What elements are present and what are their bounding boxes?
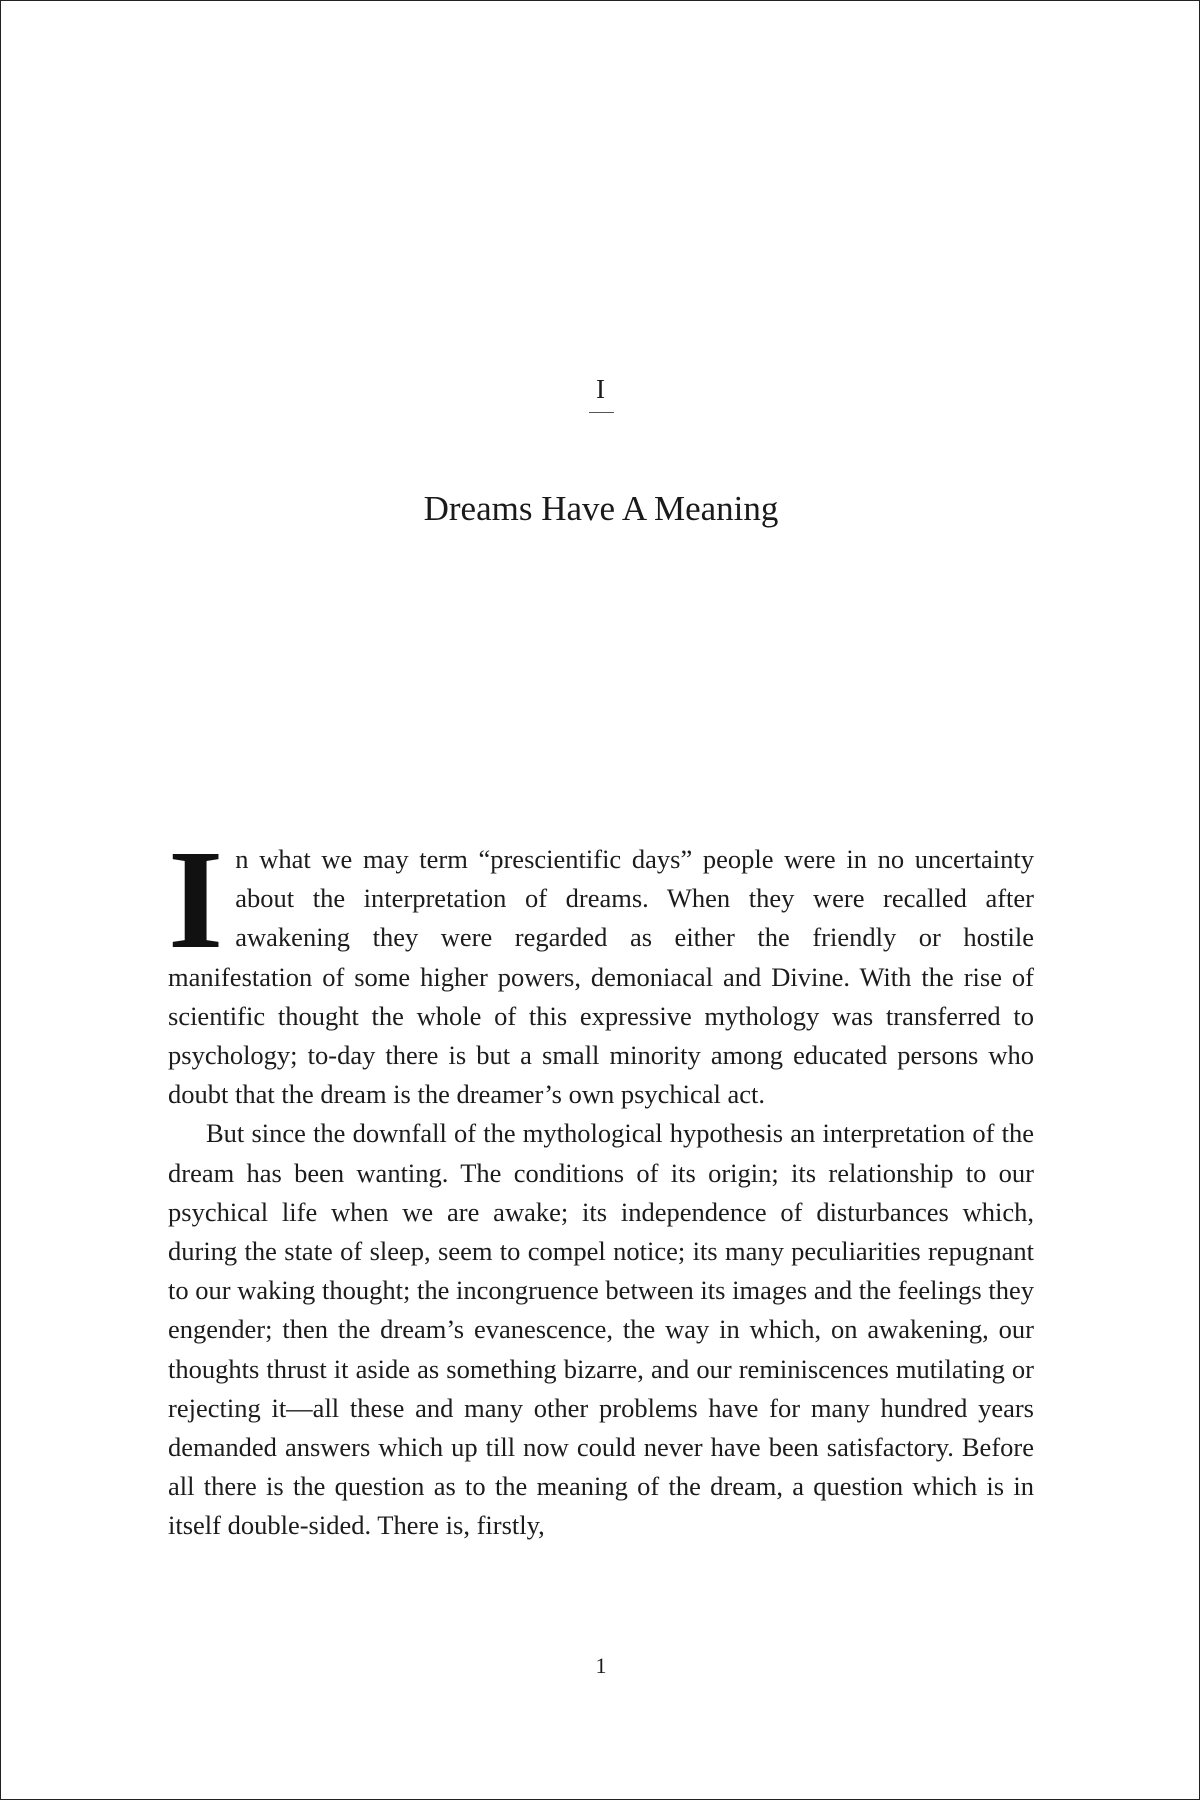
paragraph-1-text: n what we may term “prescientific days” people were in no uncertainty about the interpretation of dreams. When they were recalled after awakening they were regarded as either the friendly or hostile manifestation of some higher powers, demoniacal and Divine. With the rise of scientific thought the whole of this expressive mythology was transferred to psychology; to-day there is but a small minority among educated persons who doubt that the dream is the dreamer’s own psychical act.	[168, 844, 1034, 1110]
chapter-title: Dreams Have A Meaning	[423, 489, 779, 528]
paragraph-2: But since the downfall of the mythological hypothesis an interpretation of the dream has been wanting. The conditions of its origin; its relationship to our psychical life when we are awake; its independence of disturbances which, during the state of sleep, seem to compel notice; its many peculiarities repugnant to our waking thought; the incongruence between its images and the feelings they engender; then the dream’s evanescence, the way in which, on awakening, our thoughts thrust it aside as something bizarre, and our reminiscences mutilating or rejecting it—all these and many other problems have for many hundred years demanded answers which up till now could never have been satisfactory. Before all there is the question as to the meaning of the dream, a question which is in itself double-sided. There is, firstly,	[168, 1118, 1034, 1541]
page-number: 1	[595, 1653, 607, 1678]
drop-cap: I	[168, 820, 224, 978]
paragraph-1	[168, 820, 1034, 1114]
chapter-number-rule	[589, 412, 614, 413]
chapter-number: I	[596, 374, 606, 404]
chapter-body	[168, 820, 1034, 1546]
